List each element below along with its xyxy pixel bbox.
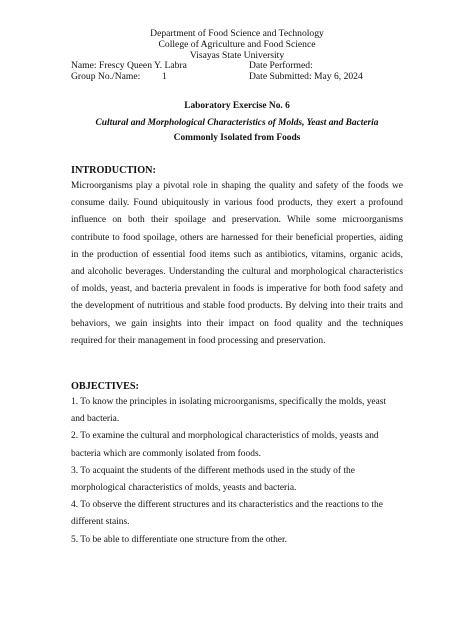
intro-line: Microorganisms play a pivotal role in shaping the quality and safety of the foods we — [71, 181, 403, 191]
objective-line: 3. To acquaint the students of the different methods used in the study of the — [71, 465, 355, 476]
objective-line: 2. To examine the cultural and morphological characteristics of molds, yeasts and — [71, 431, 379, 442]
exercise-title-line-2: Commonly Isolated from Foods — [173, 133, 301, 143]
intro-line: the development of nutritious and stable food products. By delving into their traits and — [71, 301, 403, 312]
introduction-paragraph — [71, 178, 403, 350]
department-name: Department of Food Science and Technology — [150, 28, 324, 39]
university-name: Visayas State University — [189, 50, 285, 61]
exercise-title-line-1: Cultural and Morphological Characteristics of Molds, Yeast and Bacteria — [95, 118, 379, 128]
objective-line: and bacteria. — [71, 414, 120, 425]
group-value: 1 — [162, 71, 167, 82]
intro-line: in the production of essential food items such as antibiotics, vitamins, organic acids, — [71, 249, 403, 260]
intro-line: influence on both their spoilage and preservation. While some microorganisms — [71, 215, 403, 226]
student-name: Name: Frescy Queen Y. Labra — [71, 60, 187, 71]
objective-line: different stains. — [71, 517, 130, 528]
intro-line: of molds, yeast, and bacteria prevalent in foods is imperative for both food safety and — [71, 284, 403, 295]
intro-line: behaviors, we gain insights into their impact on food quality and the techniques — [71, 318, 403, 329]
objective-line: 5. To be able to differentiate one structure from the other. — [71, 534, 287, 545]
intro-line: contribute to food spoilage, others are harnessed for their beneficial properties, aiding — [71, 232, 403, 243]
group-label: Group No./Name: — [71, 71, 141, 82]
date-performed: Date Performed: — [249, 60, 313, 71]
intro-line: consume daily. Found ubiquitously in various food products, they exert a profound — [71, 198, 403, 209]
college-name: College of Agriculture and Food Science — [158, 39, 316, 50]
introduction-heading: INTRODUCTION: — [71, 165, 156, 176]
objective-line: 4. To observe the different structures and its characteristics and the reactions to the — [71, 500, 383, 511]
intro-line: and alcoholic beverages. Understanding the cultural and morphological characteristics — [71, 267, 403, 278]
objectives-list — [71, 394, 411, 549]
date-submitted: Date Submitted: May 6, 2024 — [249, 71, 363, 82]
objectives-heading: OBJECTIVES: — [71, 381, 139, 392]
objective-line: bacteria which are commonly isolated from foods. — [71, 448, 261, 459]
objective-line: morphological characteristics of molds, yeasts and bacteria. — [71, 483, 297, 494]
intro-line: required for their management in food processing and preservation. — [71, 335, 326, 346]
exercise-number: Laboratory Exercise No. 6 — [184, 101, 290, 111]
objective-line: 1. To know the principles in isolating microorganisms, specifically the molds, yeast — [71, 397, 387, 407]
